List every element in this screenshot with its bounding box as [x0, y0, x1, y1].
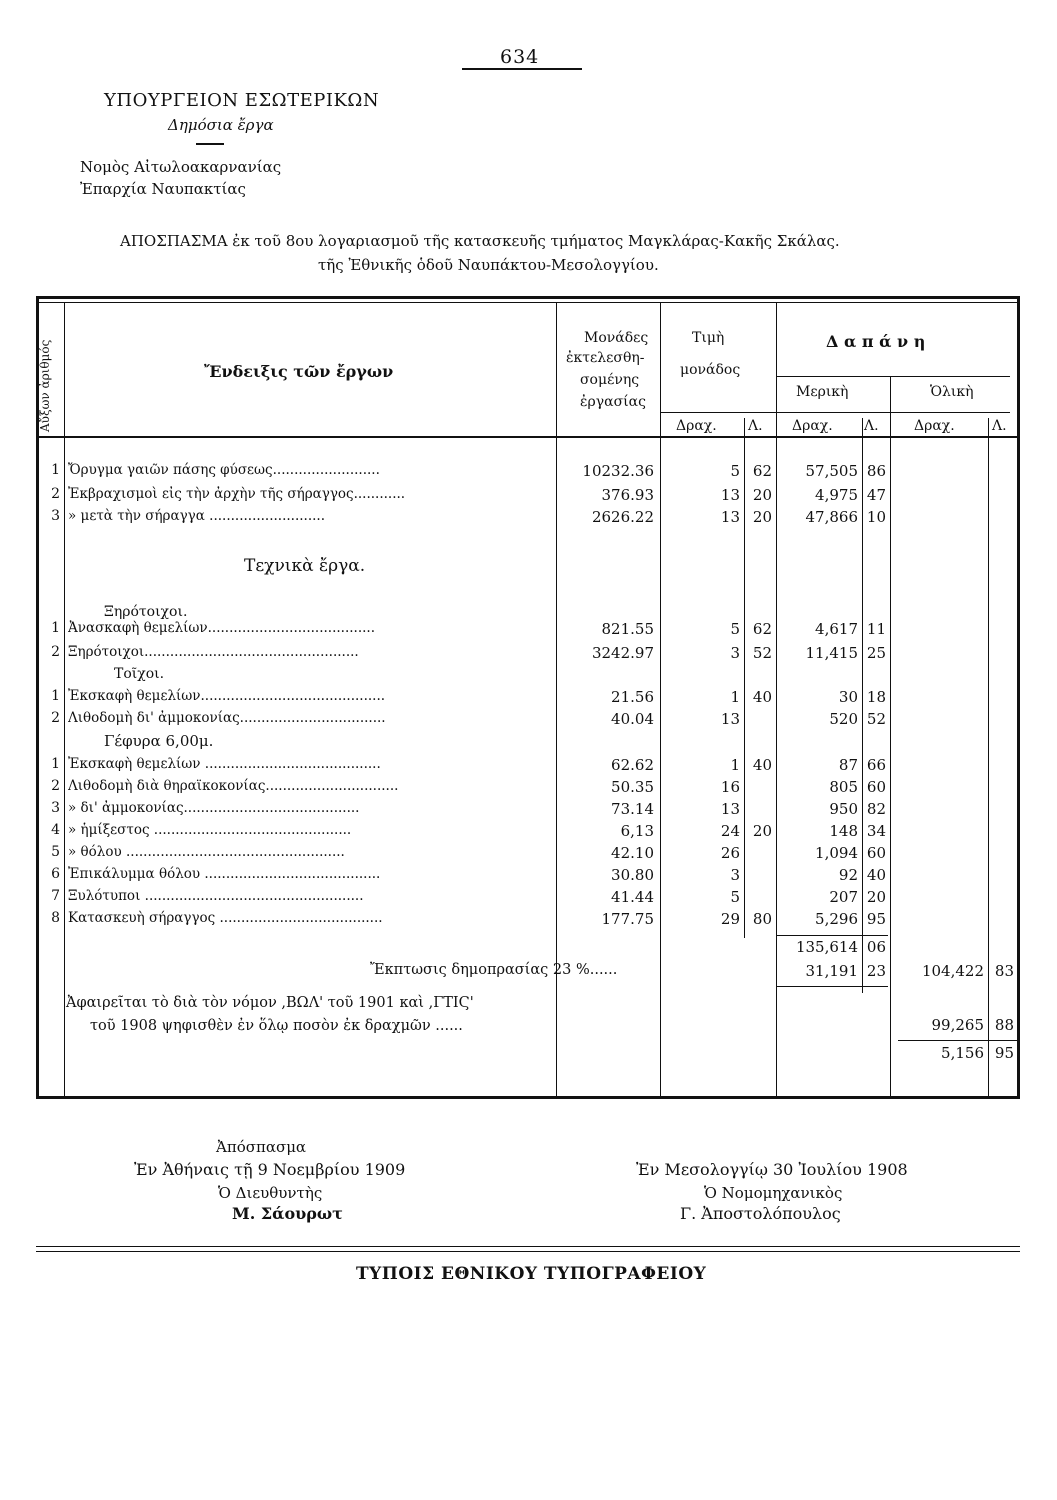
row-price-drachmae: 13 [720, 710, 740, 728]
row-serial-number: 7 [51, 888, 60, 904]
row-price-lepta: 80 [752, 910, 772, 928]
units-header-4: ἐργασίας [580, 394, 646, 410]
row-price-drachmae: 1 [730, 688, 740, 706]
row-partial-drachmae: 4,617 [815, 620, 858, 638]
row-serial-number: 1 [51, 756, 60, 772]
footer-rule-2 [36, 1251, 1020, 1252]
row-partial-drachmae: 92 [838, 866, 858, 884]
row-serial-number: 2 [51, 710, 60, 726]
page-number: 634 [500, 46, 540, 68]
page-number-rule [462, 68, 582, 70]
price-header-2: μονάδος [680, 362, 741, 378]
net-total-drachmae: 104,422 [921, 962, 984, 980]
director-title: Ὁ Διευθυντὴς [218, 1184, 323, 1202]
row-serial-number: 1 [51, 688, 60, 704]
final-total-drachmae: 5,156 [941, 1044, 984, 1062]
row-price-drachmae: 24 [720, 822, 740, 840]
row-price-lepta: 20 [752, 508, 772, 526]
row-partial-lepta: 18 [866, 688, 886, 706]
row-description: Ἐπικάλυμμα θόλου ......................................... [68, 866, 381, 882]
row-units: 2626.22 [591, 508, 654, 526]
athens-date: Ἐν Ἀθήναις τῇ 9 Νοεμβρίου 1909 [134, 1160, 406, 1179]
works-subheading: Δημόσια ἔργα [168, 116, 274, 134]
expense-split-rule [776, 376, 1010, 377]
row-partial-lepta: 34 [866, 822, 886, 840]
row-description: Ἐκσκαφὴ θεμελίων........................................... [68, 688, 386, 704]
row-partial-lepta: 60 [866, 844, 886, 862]
row-partial-lepta: 60 [866, 778, 886, 796]
director-name: Μ. Σάουρωτ [232, 1204, 343, 1223]
subheader-rule [660, 412, 1010, 413]
row-partial-drachmae: 207 [829, 888, 858, 906]
row-price-lepta: 52 [752, 644, 772, 662]
row-serial-number: 5 [51, 844, 60, 860]
row-partial-drachmae: 47,866 [805, 508, 858, 526]
row-price-lepta: 20 [752, 486, 772, 504]
row-description: Ἐκσκαφὴ θεμελίων ......................................... [68, 756, 381, 772]
row-price-drachmae: 5 [730, 620, 740, 638]
extract-label: Ἀπόσπασμα [216, 1138, 307, 1156]
row-serial-number: 1 [51, 462, 60, 478]
row-price-lepta: 20 [752, 822, 772, 840]
row-partial-lepta: 86 [866, 462, 886, 480]
row-units: 10232.36 [582, 462, 654, 480]
row-units: 40.04 [611, 710, 654, 728]
units-header-1: Μονάδες [584, 330, 649, 346]
discount-label: Ἔκπτωσις δημοπρασίας 23 %...... [370, 962, 618, 978]
row-units: 41.44 [611, 888, 654, 906]
row-partial-lepta: 95 [866, 910, 886, 928]
col-serial-rule [64, 303, 65, 1096]
row-units: 73.14 [611, 800, 654, 818]
partial-lepta-header: Λ. [864, 418, 879, 434]
row-price-drachmae: 13 [720, 800, 740, 818]
row-serial-number: 3 [51, 800, 60, 816]
row-description: Ξυλότυποι ................................................... [68, 888, 364, 904]
deduction-line-2: τοῦ 1908 ψηφισθὲν ἐν ὅλῳ ποσὸν ἐκ δραχμῶν ...... [90, 1018, 463, 1034]
row-partial-drachmae: 30 [838, 688, 858, 706]
row-description: Ξηρότοιχοι.................................................. [68, 644, 359, 660]
row-partial-lepta: 11 [866, 620, 886, 638]
row-price-drachmae: 3 [730, 644, 740, 662]
subtotal-drachmae: 135,614 [795, 938, 858, 956]
deduction-lepta: 88 [994, 1016, 1014, 1034]
row-price-drachmae: 3 [730, 866, 740, 884]
row-description: Ἀνασκαφὴ θεμελίων....................................... [68, 620, 375, 636]
row-partial-lepta: 66 [866, 756, 886, 774]
row-partial-lepta: 20 [866, 888, 886, 906]
row-description: Λιθοδομὴ διὰ θηραϊκοκονίας............................... [68, 778, 399, 794]
price-header-1: Τιμὴ [692, 330, 725, 346]
document-title: ΑΠΟΣΠΑΣΜΑ ἐκ τοῦ 8ου λογαριασμοῦ τῆς κατασκευῆς τμήματος Μαγκλάρας-Κακῆς Σκάλας. [120, 232, 840, 250]
row-partial-lepta: 82 [866, 800, 886, 818]
printer-line: ΤΥΠΟΙΣ ΕΘΝΙΚΟΥ ΤΥΠΟΓΡΑΦΕΙΟΥ [356, 1264, 707, 1284]
subtotal-rule [776, 935, 888, 936]
subtotal-lepta: 06 [866, 938, 886, 956]
row-partial-drachmae: 4,975 [815, 486, 858, 504]
partial-drachmae-header: Δραχ. [792, 418, 833, 434]
section-technical-works: Τεχνικὰ ἔργα. [244, 556, 366, 576]
row-price-drachmae: 16 [720, 778, 740, 796]
row-units: 6,13 [620, 822, 654, 840]
engineer-title: Ὁ Νομομηχανικὸς [704, 1184, 843, 1202]
col-total-lepta-rule [988, 418, 989, 1096]
row-partial-lepta: 40 [866, 866, 886, 884]
province-line: Ἐπαρχία Ναυπακτίας [80, 180, 246, 198]
price-drachmae-header: Δραχ. [676, 418, 717, 434]
row-description: Ἐκβραχισμοὶ εἰς τὴν ἀρχὴν τῆς σήραγγος............ [68, 486, 406, 502]
row-partial-lepta: 25 [866, 644, 886, 662]
row-units: 30.80 [611, 866, 654, 884]
row-serial-number: 2 [51, 486, 60, 502]
row-price-lepta: 62 [752, 462, 772, 480]
serial-number-header: Αὔξων ἀριθμός [38, 339, 52, 432]
row-partial-drachmae: 148 [829, 822, 858, 840]
row-partial-drachmae: 950 [829, 800, 858, 818]
total-drachmae-header: Δραχ. [914, 418, 955, 434]
row-units: 821.55 [601, 620, 654, 638]
row-price-drachmae: 5 [730, 462, 740, 480]
final-total-lepta: 95 [994, 1044, 1014, 1062]
row-description: Λιθοδομὴ δι' ἀμμοκονίας.................................. [68, 710, 386, 726]
table-bottom-rule [36, 1096, 1020, 1099]
works-rule [196, 143, 224, 145]
subheading-drywalls: Ξηρότοιχοι. [104, 604, 188, 620]
row-description: » ἡμίξεστος .............................................. [68, 822, 352, 838]
discount-lepta: 23 [866, 962, 886, 980]
row-units: 177.75 [601, 910, 654, 928]
row-units: 21.56 [611, 688, 654, 706]
deduction-line-1: Ἀφαιρεῖται τὸ διὰ τὸν νόμον ,ΒΩΛ' τοῦ 1901 καὶ ,ΓΤΙϚ' [66, 995, 474, 1011]
expense-header: Δ α π ά ν η [826, 332, 926, 351]
discount-drachmae: 31,191 [805, 962, 858, 980]
row-partial-drachmae: 520 [829, 710, 858, 728]
row-partial-drachmae: 5,296 [815, 910, 858, 928]
subheading-bridge: Γέφυρα 6,00μ. [104, 732, 214, 750]
row-partial-drachmae: 11,415 [805, 644, 858, 662]
row-units: 62.62 [611, 756, 654, 774]
subheading-walls: Τοῖχοι. [114, 666, 165, 682]
total-lepta-header: Λ. [992, 418, 1007, 434]
col-price-rule [660, 303, 661, 1096]
units-header-2: ἐκτελεσθη- [566, 350, 645, 366]
row-price-lepta: 40 [752, 756, 772, 774]
row-units: 3242.97 [591, 644, 654, 662]
ministry-heading: ΥΠΟΥΡΓΕΙΟΝ ΕΣΩΤΕΡΙΚΩΝ [104, 90, 380, 111]
row-price-drachmae: 5 [730, 888, 740, 906]
table-top-rule [36, 296, 1020, 299]
row-price-lepta: 40 [752, 688, 772, 706]
works-header: Ἔνδειξις τῶν ἔργων [204, 362, 394, 381]
row-serial-number: 6 [51, 866, 60, 882]
row-partial-drachmae: 1,094 [815, 844, 858, 862]
row-description: » δι' ἀμμοκονίας......................................... [68, 800, 360, 816]
deduct-rule [898, 1040, 1020, 1041]
row-partial-lepta: 10 [866, 508, 886, 526]
document-subtitle: τῆς Ἐθνικῆς ὁδοῦ Ναυπάκτου-Μεσολογγίου. [318, 256, 659, 274]
row-price-drachmae: 1 [730, 756, 740, 774]
col-price-lepta-rule [744, 418, 745, 938]
table-right-border [1017, 296, 1020, 1099]
deduction-drachmae: 99,265 [931, 1016, 984, 1034]
row-price-drachmae: 26 [720, 844, 740, 862]
net-total-lepta: 83 [994, 962, 1014, 980]
row-serial-number: 4 [51, 822, 60, 838]
row-price-lepta: 62 [752, 620, 772, 638]
mesolongi-date: Ἐν Μεσολογγίῳ 30 Ἰουλίου 1908 [636, 1160, 908, 1179]
row-partial-drachmae: 805 [829, 778, 858, 796]
row-partial-lepta: 47 [866, 486, 886, 504]
row-serial-number: 2 [51, 778, 60, 794]
row-partial-drachmae: 57,505 [805, 462, 858, 480]
col-total-rule [890, 376, 891, 1096]
footer-rule-1 [36, 1246, 1020, 1247]
row-units: 50.35 [611, 778, 654, 796]
row-partial-lepta: 52 [866, 710, 886, 728]
row-price-drachmae: 13 [720, 508, 740, 526]
row-serial-number: 2 [51, 644, 60, 660]
row-description: Κατασκευὴ σήραγγος ...................................... [68, 910, 383, 926]
row-description: Ὄρυγμα γαιῶν πάσης φύσεως......................... [68, 462, 380, 478]
row-serial-number: 8 [51, 910, 60, 926]
row-price-drachmae: 13 [720, 486, 740, 504]
row-units: 376.93 [601, 486, 654, 504]
row-description: » θόλου ................................................... [68, 844, 345, 860]
row-units: 42.10 [611, 844, 654, 862]
row-serial-number: 1 [51, 620, 60, 636]
table-top-rule-thin [36, 302, 1020, 303]
total-header: Ὁλικὴ [930, 384, 974, 400]
prefecture-line: Νομὸς Αἰτωλοακαρνανίας [80, 158, 282, 176]
row-price-drachmae: 29 [720, 910, 740, 928]
row-description: » μετὰ τὴν σήραγγα ........................... [68, 508, 326, 524]
engineer-name: Γ. Ἀποστολόπουλος [680, 1204, 841, 1223]
price-lepta-header: Λ. [748, 418, 763, 434]
row-serial-number: 3 [51, 508, 60, 524]
partial-header: Μερικὴ [796, 384, 849, 400]
col-partial-lepta-rule [862, 418, 863, 993]
row-partial-drachmae: 87 [838, 756, 858, 774]
header-bottom-rule [36, 436, 1020, 438]
discount-rule [776, 986, 888, 987]
units-header-3: σομένης [580, 372, 640, 388]
